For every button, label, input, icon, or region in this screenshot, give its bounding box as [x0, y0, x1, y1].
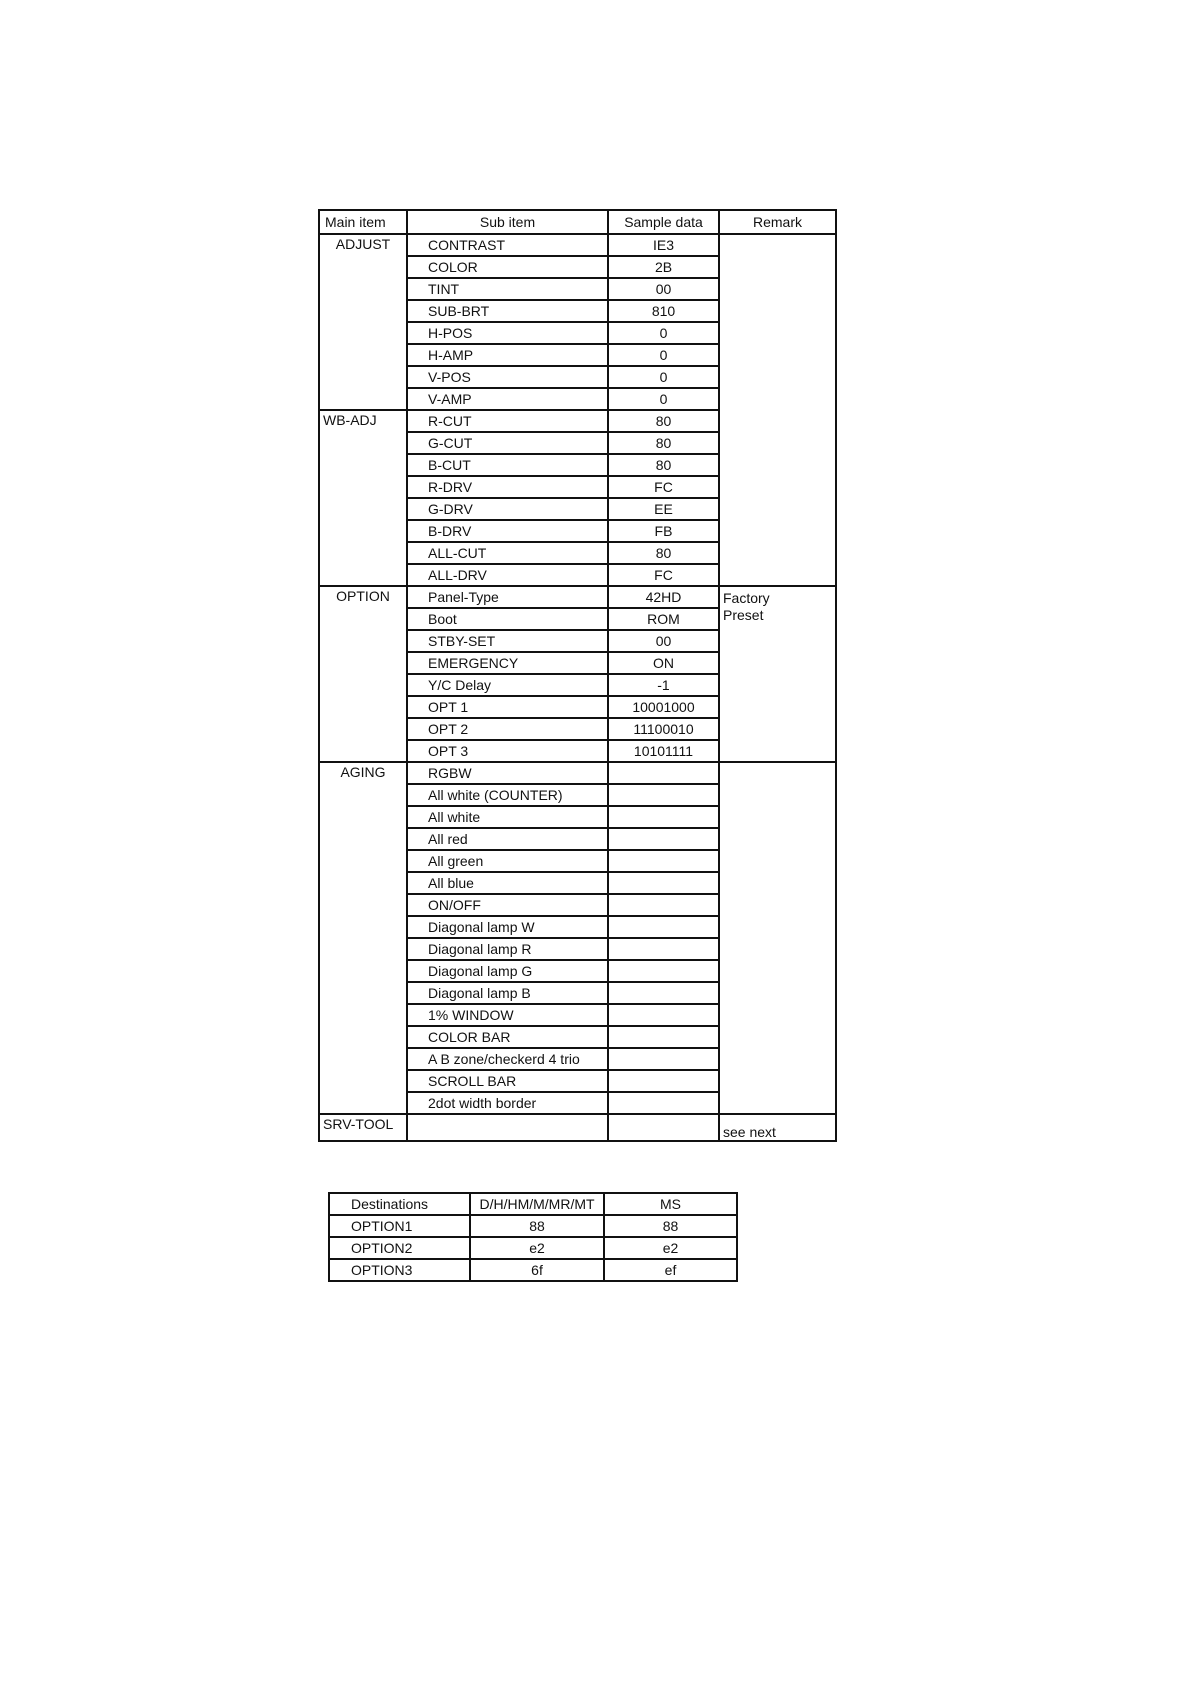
- sample-data-cell: 80: [608, 432, 719, 454]
- table-row: [319, 1114, 836, 1141]
- header-sample-data: Sample data: [608, 210, 719, 234]
- sample-data-cell: 2B: [608, 256, 719, 278]
- sub-item-cell: COLOR BAR: [407, 1026, 608, 1048]
- sample-data-cell: [608, 762, 719, 784]
- sample-data-cell: [608, 1026, 719, 1048]
- destinations-cell: 6f: [470, 1259, 604, 1281]
- sample-data-cell: [608, 982, 719, 1004]
- sample-data-cell: [608, 938, 719, 960]
- sub-item-cell: EMERGENCY: [407, 652, 608, 674]
- sub-item-cell: ON/OFF: [407, 894, 608, 916]
- sub-item-cell: All red: [407, 828, 608, 850]
- sample-data-cell: 80: [608, 454, 719, 476]
- sub-item-cell: SUB-BRT: [407, 300, 608, 322]
- sub-item-cell: CONTRAST: [407, 234, 608, 256]
- sub-item-cell: All green: [407, 850, 608, 872]
- sub-item-cell: ALL-DRV: [407, 564, 608, 586]
- destinations-header-cell: MS: [604, 1193, 737, 1215]
- sample-data-cell: 80: [608, 542, 719, 564]
- sample-data-cell: 80: [608, 410, 719, 432]
- destinations-header-cell: Destinations: [329, 1193, 470, 1215]
- sample-data-cell: IE3: [608, 234, 719, 256]
- destinations-cell: 88: [604, 1215, 737, 1237]
- sub-item-cell: All white (COUNTER): [407, 784, 608, 806]
- main-item-cell: ADJUST: [319, 234, 407, 410]
- sub-item-cell: COLOR: [407, 256, 608, 278]
- table-row: [319, 762, 836, 784]
- destinations-header-cell: D/H/HM/M/MR/MT: [470, 1193, 604, 1215]
- sub-item-cell: OPT 3: [407, 740, 608, 762]
- sample-data-cell: [608, 916, 719, 938]
- sample-data-cell: [608, 784, 719, 806]
- sample-data-cell: [608, 850, 719, 872]
- sample-data-cell: FC: [608, 476, 719, 498]
- sub-item-cell: ALL-CUT: [407, 542, 608, 564]
- sub-item-cell: Panel-Type: [407, 586, 608, 608]
- sub-item-cell: Diagonal lamp R: [407, 938, 608, 960]
- sub-item-cell: V-AMP: [407, 388, 608, 410]
- main-item-cell: SRV-TOOL: [319, 1114, 407, 1141]
- table-row: [319, 586, 836, 608]
- main-item-cell: OPTION: [319, 586, 407, 762]
- remark-cell: see next: [719, 1114, 836, 1141]
- sample-data-cell: [608, 1070, 719, 1092]
- sample-data-cell: ROM: [608, 608, 719, 630]
- sub-item-cell: [407, 1114, 608, 1141]
- sample-data-cell: [608, 828, 719, 850]
- sample-data-cell: ON: [608, 652, 719, 674]
- sample-data-cell: 10101111: [608, 740, 719, 762]
- sub-item-cell: R-DRV: [407, 476, 608, 498]
- sub-item-cell: Boot: [407, 608, 608, 630]
- header-sub-item: Sub item: [407, 210, 608, 234]
- sub-item-cell: OPT 2: [407, 718, 608, 740]
- sample-data-cell: [608, 894, 719, 916]
- remark-cell: [719, 762, 836, 1114]
- destinations-cell: OPTION2: [329, 1237, 470, 1259]
- sample-data-cell: [608, 806, 719, 828]
- sub-item-cell: Diagonal lamp W: [407, 916, 608, 938]
- table-row: [319, 234, 836, 256]
- destinations-cell: 88: [470, 1215, 604, 1237]
- sample-data-cell: 00: [608, 278, 719, 300]
- header-row: [319, 210, 836, 234]
- sub-item-cell: OPT 1: [407, 696, 608, 718]
- sub-item-cell: Diagonal lamp B: [407, 982, 608, 1004]
- service-menu-table: [318, 209, 837, 1142]
- sub-item-cell: B-DRV: [407, 520, 608, 542]
- sub-item-cell: B-CUT: [407, 454, 608, 476]
- sample-data-cell: [608, 1004, 719, 1026]
- sub-item-cell: G-DRV: [407, 498, 608, 520]
- sub-item-cell: SCROLL BAR: [407, 1070, 608, 1092]
- sub-item-cell: V-POS: [407, 366, 608, 388]
- destinations-cell: ef: [604, 1259, 737, 1281]
- sample-data-cell: 00: [608, 630, 719, 652]
- sub-item-cell: Y/C Delay: [407, 674, 608, 696]
- sample-data-cell: [608, 1092, 719, 1114]
- sub-item-cell: H-AMP: [407, 344, 608, 366]
- sample-data-cell: [608, 1048, 719, 1070]
- destinations-cell: OPTION1: [329, 1215, 470, 1237]
- sample-data-cell: [608, 872, 719, 894]
- sample-data-cell: 0: [608, 388, 719, 410]
- sub-item-cell: G-CUT: [407, 432, 608, 454]
- remark-text: Factory: [723, 590, 770, 606]
- sample-data-cell: 0: [608, 322, 719, 344]
- sample-data-cell: 0: [608, 344, 719, 366]
- sample-data-cell: FB: [608, 520, 719, 542]
- sample-data-cell: 42HD: [608, 586, 719, 608]
- destinations-header-row: [329, 1193, 737, 1215]
- destinations-cell: OPTION3: [329, 1259, 470, 1281]
- destinations-cell: e2: [470, 1237, 604, 1259]
- remark-cell: [719, 586, 836, 762]
- remark-text: Preset: [723, 607, 764, 623]
- sample-data-cell: [608, 1114, 719, 1141]
- sample-data-cell: -1: [608, 674, 719, 696]
- sample-data-cell: [608, 960, 719, 982]
- header-remark: Remark: [719, 210, 836, 234]
- sub-item-cell: All blue: [407, 872, 608, 894]
- sample-data-cell: 0: [608, 366, 719, 388]
- destinations-row: [329, 1237, 737, 1259]
- sample-data-cell: 10001000: [608, 696, 719, 718]
- sub-item-cell: All white: [407, 806, 608, 828]
- sub-item-cell: R-CUT: [407, 410, 608, 432]
- sample-data-cell: EE: [608, 498, 719, 520]
- table-body: [319, 234, 836, 1141]
- sub-item-cell: TINT: [407, 278, 608, 300]
- sub-item-cell: A B zone/checkerd 4 trio: [407, 1048, 608, 1070]
- sample-data-cell: 810: [608, 300, 719, 322]
- destinations-row: [329, 1215, 737, 1237]
- sub-item-cell: Diagonal lamp G: [407, 960, 608, 982]
- sub-item-cell: RGBW: [407, 762, 608, 784]
- destinations-body: [329, 1193, 737, 1281]
- destinations-table: [328, 1192, 738, 1282]
- header-main-item: Main item: [319, 210, 407, 234]
- sub-item-cell: 2dot width border: [407, 1092, 608, 1114]
- remark-cell: [719, 234, 836, 586]
- main-item-cell: AGING: [319, 762, 407, 1114]
- destinations-row: [329, 1259, 737, 1281]
- sub-item-cell: 1% WINDOW: [407, 1004, 608, 1026]
- sample-data-cell: 11100010: [608, 718, 719, 740]
- sub-item-cell: STBY-SET: [407, 630, 608, 652]
- main-item-cell: WB-ADJ: [319, 410, 407, 586]
- destinations-cell: e2: [604, 1237, 737, 1259]
- sample-data-cell: FC: [608, 564, 719, 586]
- sub-item-cell: H-POS: [407, 322, 608, 344]
